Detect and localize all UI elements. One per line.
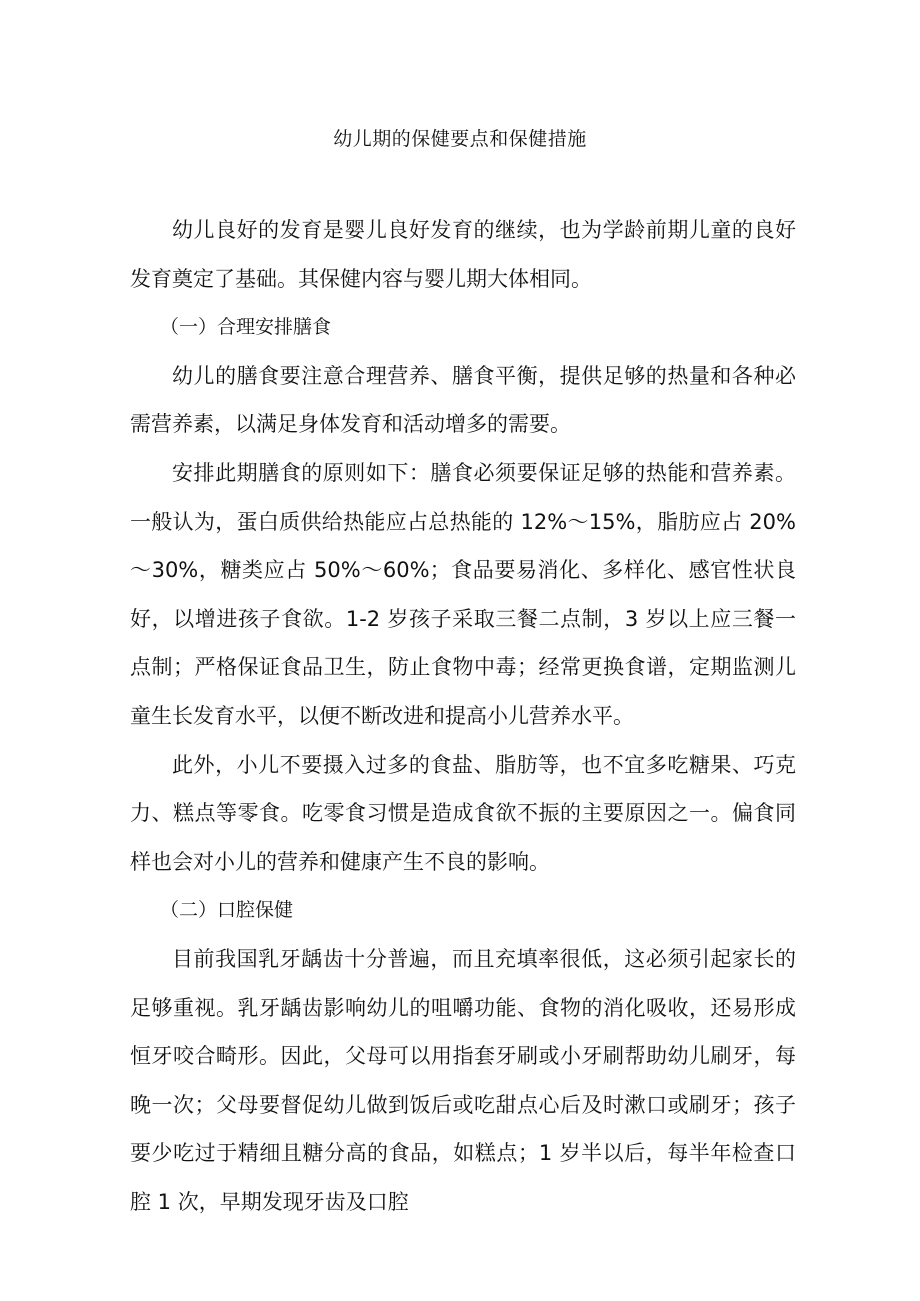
paragraph-snacks: 此外，小儿不要摄入过多的食盐、脂肪等，也不宜多吃糖果、巧克力、糕点等零食。吃零食习惯是造成食欲不振的主要原因之一。偏食同样也会对小儿的营养和健康产生不良的影响。 bbox=[130, 752, 796, 874]
paragraph-diet-nutrition: 幼儿的膳食要注意合理营养、膳食平衡，提供足够的热量和各种必需营养素，以满足身体发育和活动增多的需要。 bbox=[130, 363, 796, 437]
document-body bbox=[130, 206, 796, 1226]
paragraph-diet-principles: 安排此期膳食的原则如下：膳食必须要保证足够的热能和营养素。一般认为，蛋白质供给热能应占总热能的 12%～15%，脂肪应占 20%～30%，糖类应占 50%～60%；食品要易消化、多样化、感官性状良好，以增进孩子食欲。1-2 岁孩子采取三餐二点制，3 岁以上应三餐一点制；严格保证食品卫生，防止食物中毒；经常更换食谱，定期监测儿童生长发育水平，以便不断改进和提高小儿营养水平。 bbox=[130, 460, 796, 728]
paragraph-intro: 幼儿良好的发育是婴儿良好发育的继续，也为学龄前期儿童的良好发育奠定了基础。其保健内容与婴儿期大体相同。 bbox=[130, 218, 796, 291]
section-heading-diet: （一）合理安排膳食 bbox=[160, 316, 332, 339]
paragraph-oral-care: 目前我国乳牙龋齿十分普遍，而且充填率很低，这必须引起家长的足够重视。乳牙龋齿影响幼儿的咀嚼功能、食物的消化吸收，还易形成恒牙咬合畸形。因此，父母可以用指套牙刷或小牙刷帮助幼儿刷牙，每晚一次；父母要督促幼儿做到饭后或吃甜点心后及时漱口或刷牙；孩子要少吃过于精细且糖分高的食品，如糕点；1 岁半以后，每半年检查口腔 1 次，早期发现牙齿及口腔 bbox=[130, 946, 796, 1214]
page-title: 幼儿期的保健要点和保健措施 bbox=[333, 128, 587, 150]
section-heading-oral-care: （二）口腔保健 bbox=[160, 899, 294, 922]
